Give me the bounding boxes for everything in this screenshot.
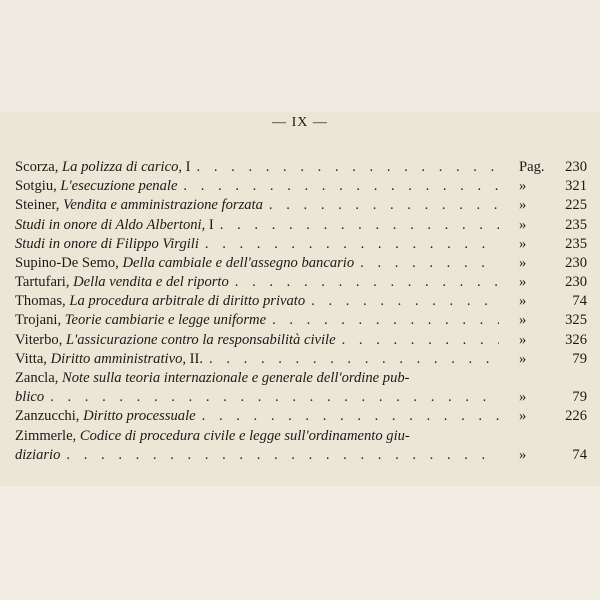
page-marker: » xyxy=(519,274,527,291)
entry-author: Scorza, xyxy=(15,158,59,175)
entry-author: Thomas, xyxy=(15,293,66,310)
page-reference xyxy=(499,407,587,426)
page-number-ref: 325 xyxy=(565,312,587,329)
index-entry xyxy=(15,216,587,235)
page-bottom-margin xyxy=(0,486,600,600)
page-number-ref: 321 xyxy=(565,178,587,195)
page-number-ref: 326 xyxy=(565,331,587,348)
page-number-ref: 225 xyxy=(565,197,587,214)
entry-volume: I xyxy=(208,216,214,233)
leader-dots xyxy=(203,350,499,369)
leader-dots xyxy=(214,216,499,235)
page-reference xyxy=(499,235,587,254)
leader-dots xyxy=(177,177,499,196)
page-number-ref: 230 xyxy=(565,274,587,291)
leader-dots xyxy=(229,273,499,292)
page-reference xyxy=(499,331,587,350)
entry-author: Trojani, xyxy=(15,312,62,329)
leader-dots xyxy=(191,158,499,177)
entry-author: Steiner, xyxy=(15,197,60,214)
entry-title: Diritto processuale xyxy=(83,408,196,425)
entry-title-continuation: blico xyxy=(15,389,45,406)
page-marker: » xyxy=(519,235,527,252)
index-entry xyxy=(15,369,587,388)
index-entry xyxy=(15,312,587,331)
page-marker: » xyxy=(519,446,527,463)
index-entry-continuation xyxy=(15,388,587,407)
entry-author: Viterbo, xyxy=(15,331,63,348)
entry-author: Sotgiu, xyxy=(15,178,57,195)
index-entry xyxy=(15,177,587,196)
page-reference xyxy=(499,311,587,330)
entry-title: Diritto amministrativo, xyxy=(50,350,187,367)
page-number-ref: 235 xyxy=(565,235,587,252)
leader-dots xyxy=(44,388,499,407)
page-reference xyxy=(499,292,587,311)
index-list xyxy=(15,158,587,465)
entry-title: La polizza di carico, xyxy=(62,158,183,175)
leader-dots xyxy=(196,407,499,426)
entry-author: Zanzucchi, xyxy=(15,408,80,425)
index-entry xyxy=(15,235,587,254)
entry-title-continuation: diziario xyxy=(15,446,61,463)
entry-author: Supino-De Semo, xyxy=(15,254,119,271)
page-reference xyxy=(499,196,587,215)
entry-title: Note sulla teoria internazionale e generale dell'ordine pub- xyxy=(62,370,410,387)
index-entry xyxy=(15,350,587,369)
page-marker: » xyxy=(519,350,527,367)
page-number-ref: 79 xyxy=(572,389,587,406)
page-marker: » xyxy=(519,254,527,271)
page-reference xyxy=(499,158,587,177)
leader-dots xyxy=(354,254,499,273)
entry-author: Zancla, xyxy=(15,370,59,387)
index-entry xyxy=(15,292,587,311)
leader-dots xyxy=(60,446,499,465)
leader-dots xyxy=(263,196,499,215)
page-marker: » xyxy=(519,178,527,195)
entry-author: Tartufari, xyxy=(15,274,70,291)
index-entry xyxy=(15,331,587,350)
index-entry-continuation xyxy=(15,446,587,465)
page-reference xyxy=(499,350,587,369)
page-marker: Pag. xyxy=(519,158,545,175)
leader-dots xyxy=(266,311,499,330)
page-number-ref: 79 xyxy=(572,350,587,367)
entry-title: La procedura arbitrale di diritto privato xyxy=(69,293,306,310)
entry-title: Della vendita e del riporto xyxy=(73,274,229,291)
page-marker: » xyxy=(519,312,527,329)
index-entry xyxy=(15,254,587,273)
leader-dots xyxy=(336,331,499,350)
page-marker: » xyxy=(519,216,527,233)
entry-title: Studi in onore di Filippo Virgili xyxy=(15,235,199,252)
page-number-ref: 230 xyxy=(565,254,587,271)
entry-author: Vitta, xyxy=(15,350,47,367)
page-marker: » xyxy=(519,408,527,425)
page-marker: » xyxy=(519,331,527,348)
entry-title: Codice di procedura civile e legge sull'ordinamento giu- xyxy=(79,427,410,444)
entry-title: Teorie cambiarie e legge uniforme xyxy=(64,312,267,329)
page-top-margin xyxy=(0,0,600,112)
leader-dots xyxy=(305,292,499,311)
entry-title: L'assicurazione contro la responsabilità civile xyxy=(66,331,336,348)
page-marker: » xyxy=(519,389,527,406)
page-number: — IX — xyxy=(272,115,328,130)
index-entry xyxy=(15,158,587,177)
page-number-ref: 226 xyxy=(565,408,587,425)
entry-title: Studi in onore di Aldo Albertoni, xyxy=(15,216,206,233)
page-number-ref: 74 xyxy=(572,293,587,310)
entry-title: Della cambiale e dell'assegno bancario xyxy=(122,254,355,271)
page-number-ref: 74 xyxy=(572,446,587,463)
entry-author: Zimmerle, xyxy=(15,427,77,444)
index-entry xyxy=(15,407,587,426)
entry-volume: II. xyxy=(189,350,204,367)
entry-volume: I xyxy=(185,158,191,175)
entry-title: Vendita e amministrazione forzata xyxy=(63,197,263,214)
page-reference xyxy=(499,388,587,407)
page-reference xyxy=(499,254,587,273)
index-entry xyxy=(15,273,587,292)
page-reference xyxy=(499,216,587,235)
index-entry xyxy=(15,196,587,215)
entry-title: L'esecuzione penale xyxy=(60,178,178,195)
page-number-ref: 235 xyxy=(565,216,587,233)
page-number-ref: 230 xyxy=(565,158,587,175)
index-entry xyxy=(15,427,587,446)
page-reference xyxy=(499,446,587,465)
page-reference xyxy=(499,177,587,196)
page-reference xyxy=(499,273,587,292)
page-marker: » xyxy=(519,293,527,310)
page-marker: » xyxy=(519,197,527,214)
leader-dots xyxy=(199,235,499,254)
